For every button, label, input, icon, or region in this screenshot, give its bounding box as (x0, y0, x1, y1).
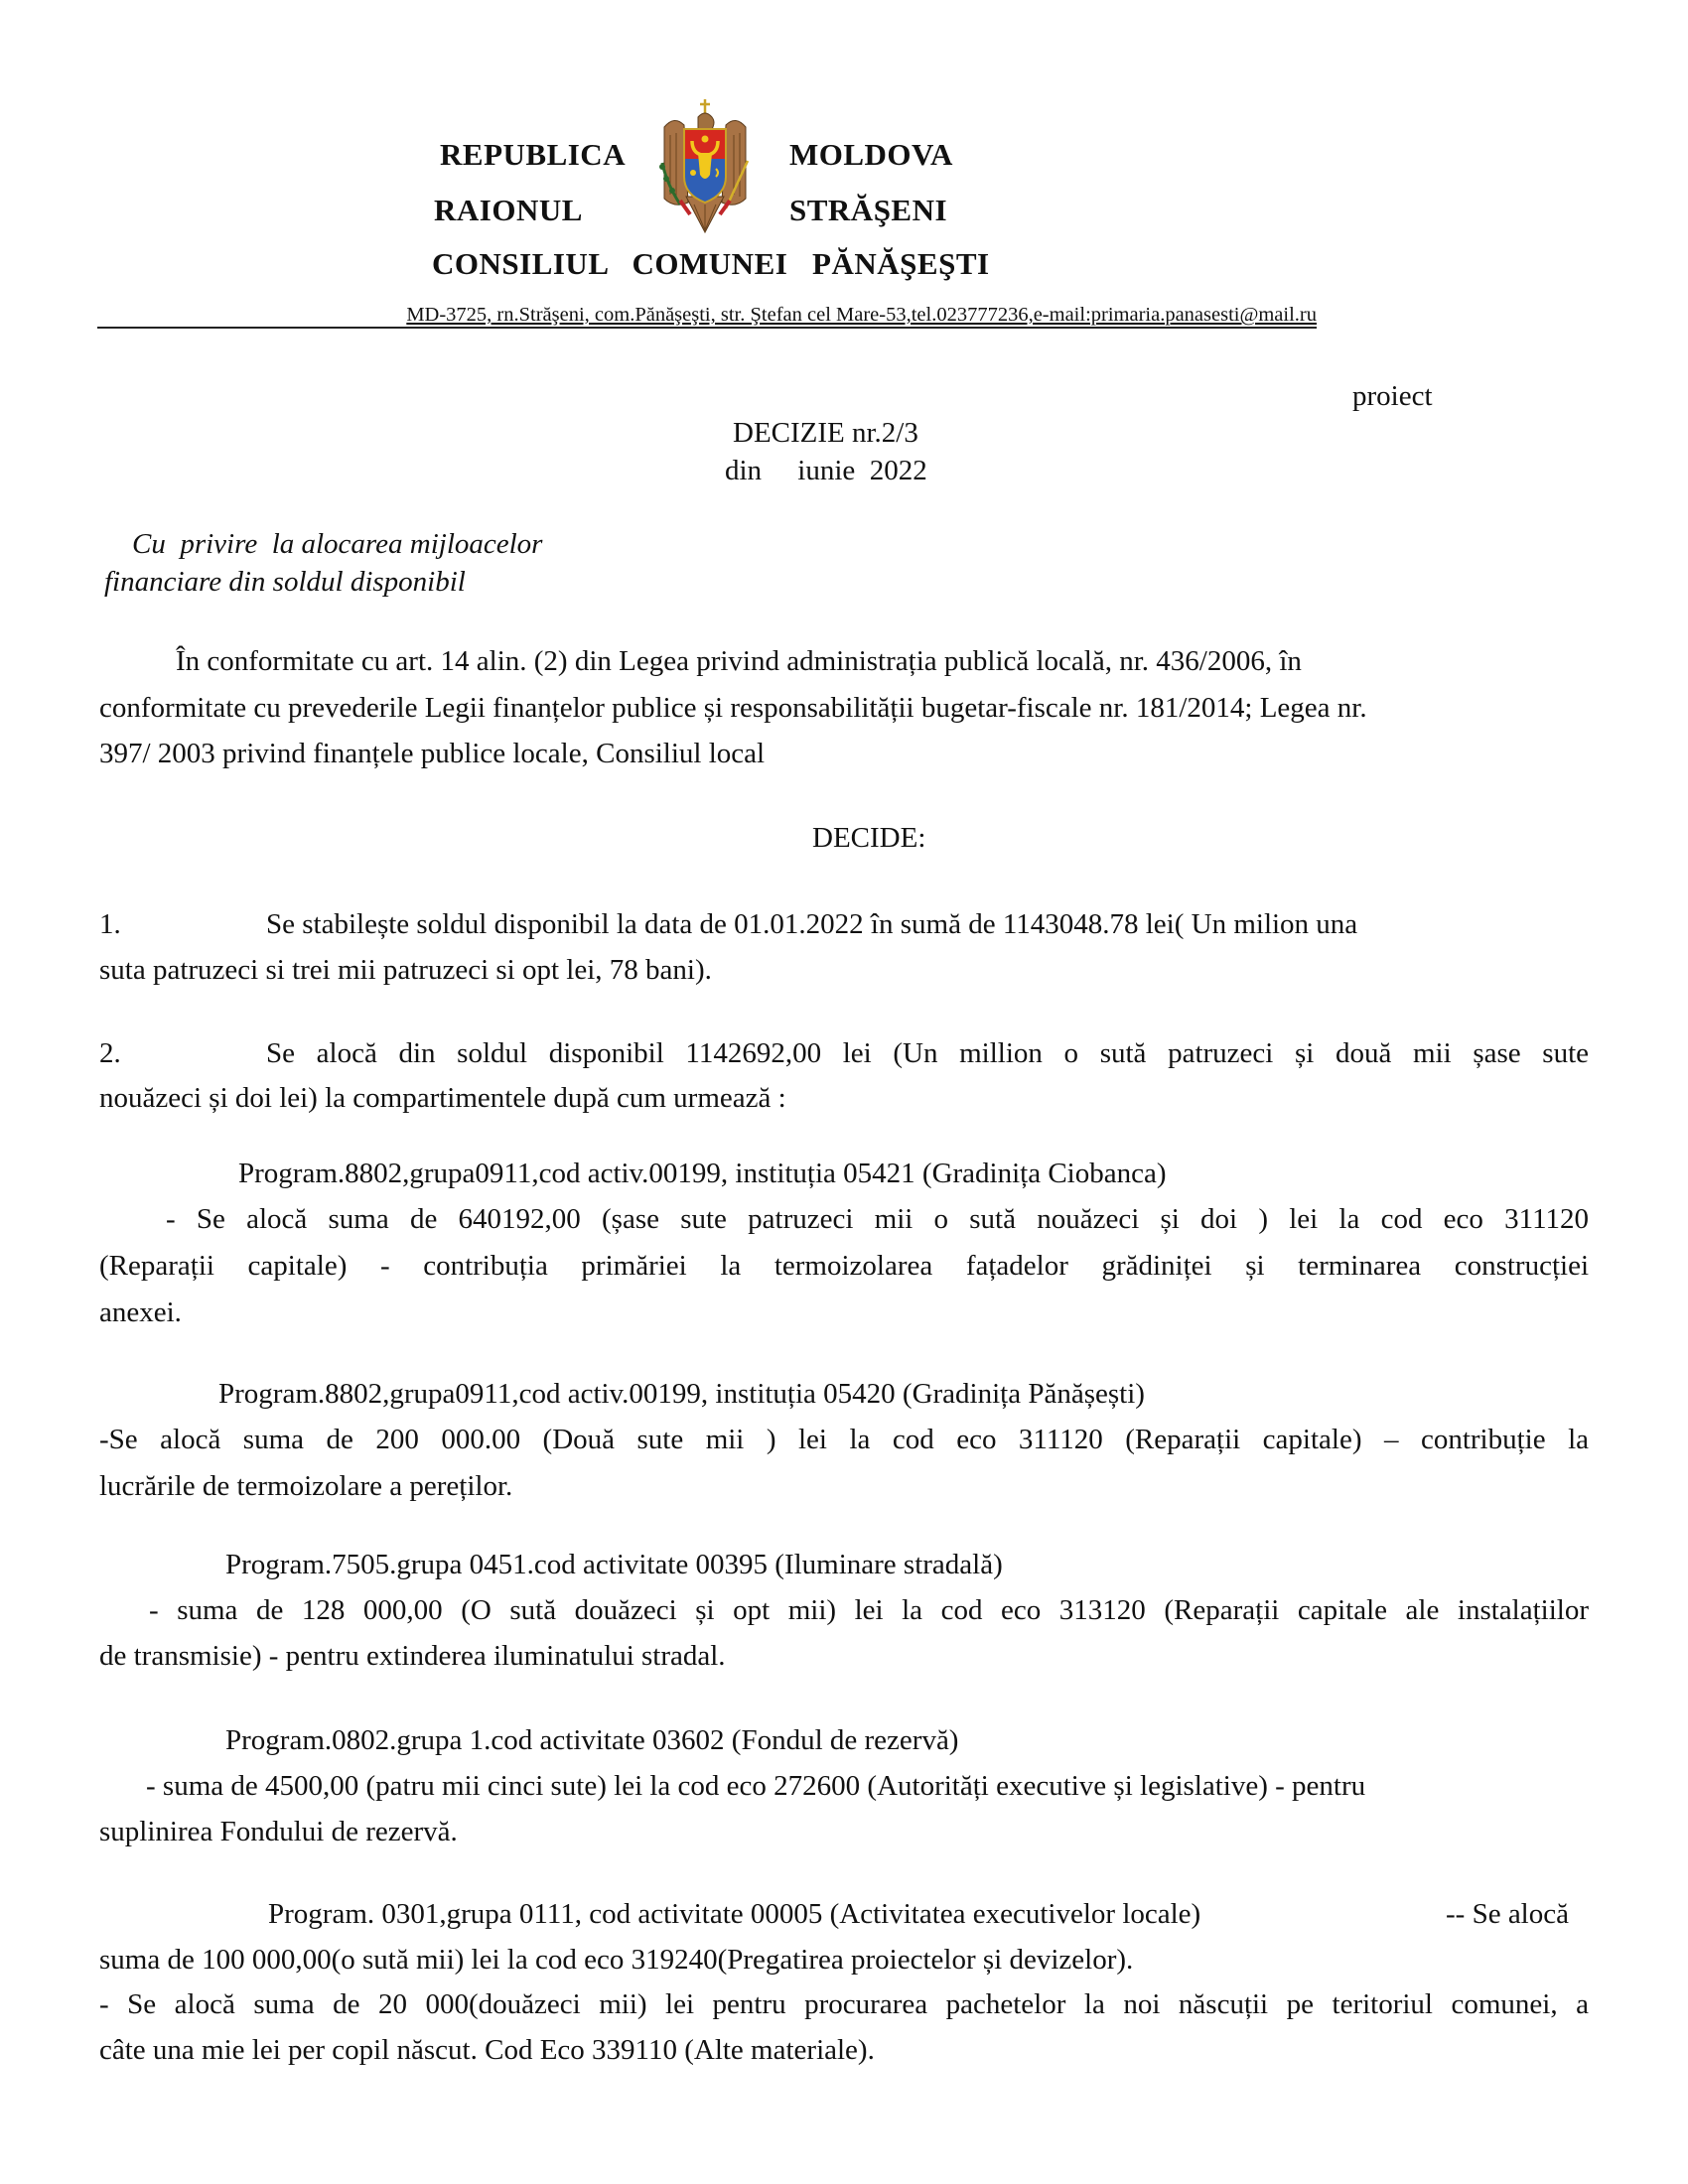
allocation-5-program: Program. 0301,grupa 0111, cod activitate 00005 (Activitatea executivelor locale) (268, 1898, 1201, 1930)
allocation-5-line-2: - Se alocă suma de 20 000(douăzeci mii) lei pentru procurarea pachetelor la noi născuții pe teritoriul comunei, a (99, 1988, 1589, 2020)
item-2-line-1: Se alocă din soldul disponibil 1142692,00 lei (Un million o sută patruzeci și două mii șase sute (266, 1037, 1589, 1069)
header-raionul: RAIONUL (434, 193, 583, 227)
preamble-line-2: conformitate cu prevederile Legii finanțelor publice și responsabilității bugetar-fiscale nr. 181/2014; Legea nr. (99, 692, 1367, 724)
item-1-line-2: suta patruzeci si trei mii patruzeci si opt lei, 78 bani). (99, 954, 712, 986)
item-2-number: 2. (99, 1037, 121, 1069)
allocation-1-line-2: (Reparații capitale) - contribuția primăriei la termoizolarea fațadelor grădiniței și terminarea construcției (99, 1250, 1589, 1282)
address-text: MD-3725, rn.Străşeni, com.Pănăşeşti, str. Ştefan cel Mare-53,tel.023777236,e-mail:primaria.panasesti@mail.ru (406, 304, 1317, 326)
address-line (97, 303, 1317, 329)
header-moldova: MOLDOVA (789, 137, 953, 172)
allocation-1-line-1: - Se alocă suma de 640192,00 (șase sute patruzeci mii o sută nouăzeci și doi ) lei la cod eco 311120 (166, 1203, 1589, 1235)
decision-title: DECIZIE nr.2/3 (733, 417, 918, 449)
decision-date: din iunie 2022 (725, 455, 927, 486)
allocation-1-line-3: anexei. (99, 1297, 182, 1328)
item-1-number: 1. (99, 908, 121, 940)
allocation-4-line-1: - suma de 4500,00 (patru mii cinci sute) lei la cod eco 272600 (Autorități executive și legislative) - pentru (146, 1770, 1366, 1802)
header-straseni: STRĂŞENI (789, 193, 948, 227)
item-1-line-1: Se stabilește soldul disponibil la data de 01.01.2022 în sumă de 1143048.78 lei( Un milion una (266, 908, 1358, 940)
allocation-2-program: Program.8802,grupa0911,cod activ.00199, instituția 05420 (Gradinița Pănășești) (218, 1378, 1145, 1410)
allocation-1-program: Program.8802,grupa0911,cod activ.00199, instituția 05421 (Gradinița Ciobanca) (238, 1158, 1167, 1189)
header-republica: REPUBLICA (440, 137, 627, 172)
allocation-2-line-1: -Se alocă suma de 200 000.00 (Două sute mii ) lei la cod eco 311120 (Reparații capitale) – contribuție la (99, 1424, 1589, 1455)
allocation-5-line-1: suma de 100 000,00(o sută mii) lei la cod eco 319240(Pregatirea proiectelor și devizelor). (99, 1944, 1134, 1976)
allocation-5-program-tail: -- Se alocă (1446, 1898, 1569, 1930)
subject-line-1: Cu privire la alocarea mijloacelor (132, 528, 543, 560)
item-2-line-2: nouăzeci și doi lei) la compartimentele după cum urmează : (99, 1082, 786, 1114)
allocation-3-line-1: - suma de 128 000,00 (O sută douăzeci și opt mii) lei la cod eco 313120 (Reparații capitale ale instalațiilor (149, 1594, 1589, 1626)
allocation-3-program: Program.7505.grupa 0451.cod activitate 00395 (Iluminare stradală) (225, 1549, 1003, 1580)
draft-status-label: proiect (1352, 380, 1433, 412)
allocation-4-program: Program.0802.grupa 1.cod activitate 03602 (Fondul de rezervă) (225, 1724, 959, 1756)
decide-heading: DECIDE: (812, 822, 926, 854)
allocation-3-line-2: de transmisie) - pentru extinderea iluminatului stradal. (99, 1640, 726, 1672)
preamble-line-3: 397/ 2003 privind finanțele publice locale, Consiliul local (99, 738, 766, 769)
header-council: CONSILIUL COMUNEI PĂNĂŞEŞTI (432, 246, 990, 281)
preamble-line-1: În conformitate cu art. 14 alin. (2) din Legea privind administrația publică locală, nr. 436/2006, în (176, 645, 1302, 677)
coat-of-arms-icon (650, 97, 760, 236)
allocation-4-line-2: suplinirea Fondului de rezervă. (99, 1816, 458, 1847)
subject-line-2: financiare din soldul disponibil (104, 566, 466, 598)
allocation-2-line-2: lucrările de termoizolare a pereților. (99, 1470, 513, 1502)
allocation-5-line-3: câte una mie lei per copil născut. Cod Eco 339110 (Alte materiale). (99, 2034, 875, 2066)
